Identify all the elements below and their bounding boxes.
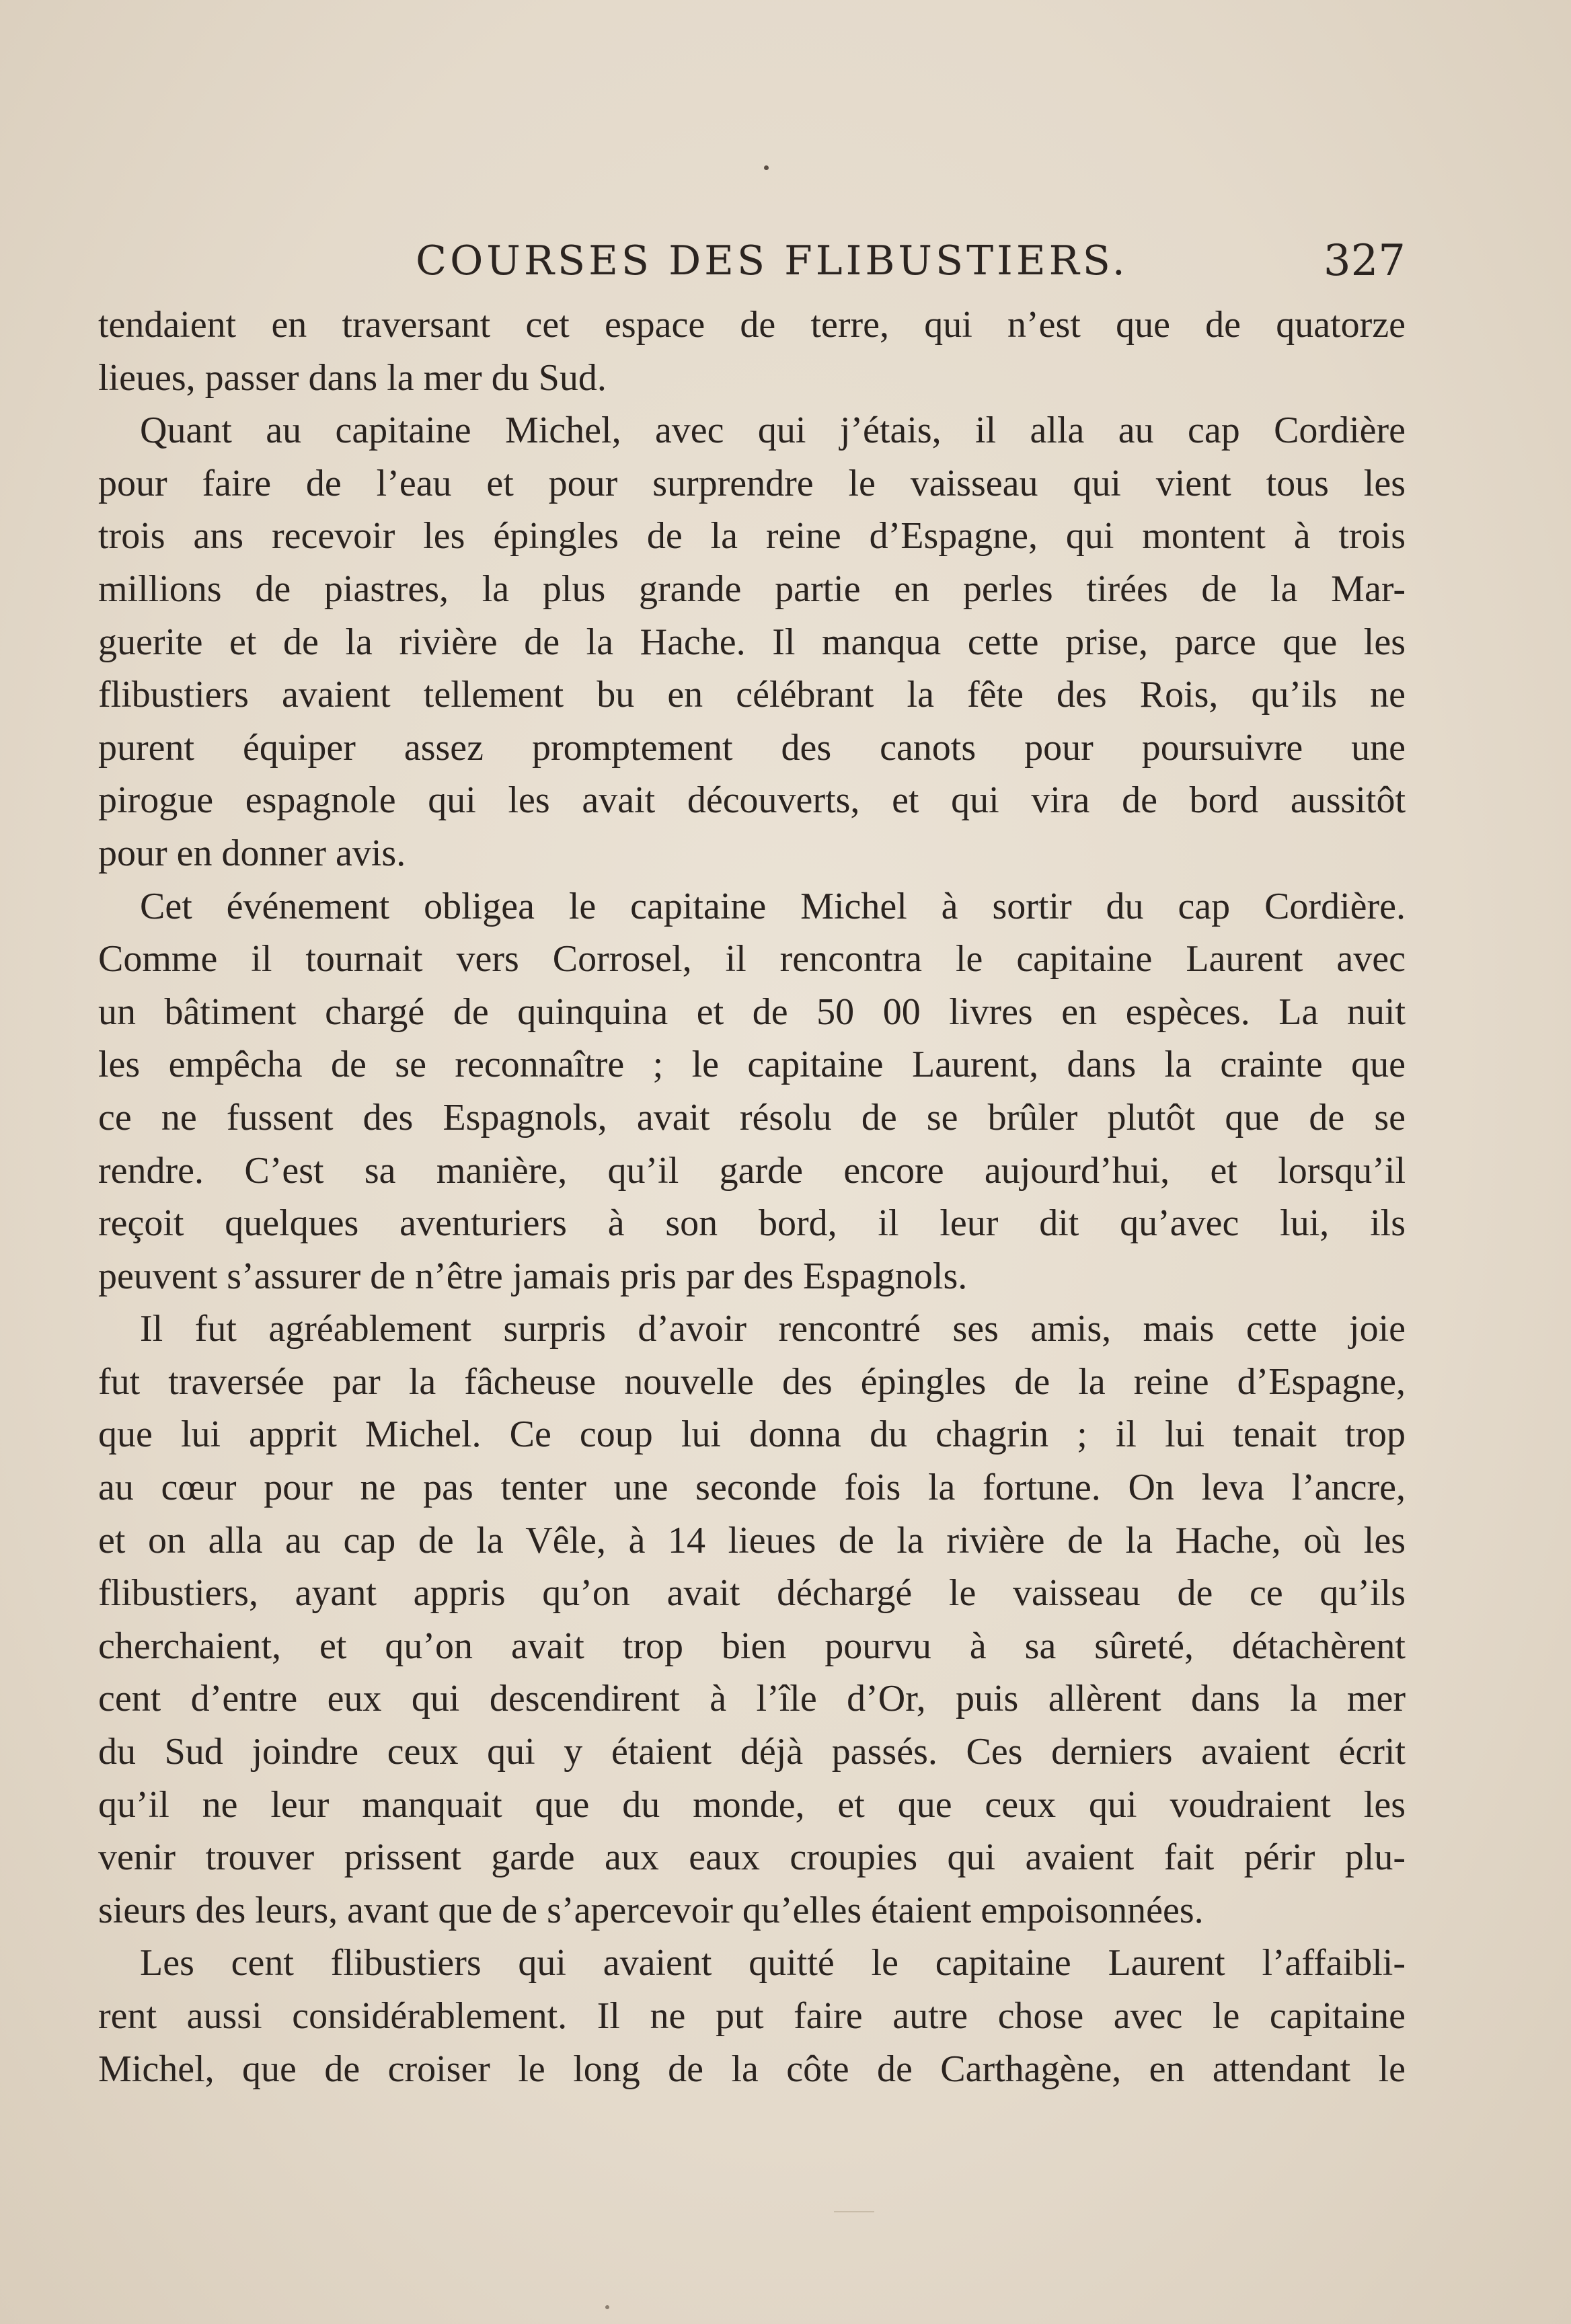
text-line: guerite et de la rivière de la Hache. Il manqua cette prise, parce que les	[98, 621, 1406, 663]
text-line: Comme il tournait vers Corrosel, il rencontra le capitaine Laurent avec	[98, 938, 1406, 980]
text-line: Michel, que de croiser le long de la côte de Carthagène, en attendant le	[98, 2048, 1406, 2090]
text-line: pour en donner avis.	[98, 832, 406, 874]
text-line: flibustiers avaient tellement bu en célébrant la fête des Rois, qu’ils ne	[98, 674, 1406, 716]
ink-speck	[764, 165, 769, 170]
text-line: du Sud joindre ceux qui y étaient déjà passés. Ces derniers avaient écrit	[98, 1731, 1406, 1773]
text-line: un bâtiment chargé de quinquina et de 50 00 livres en espèces. La nuit	[98, 991, 1406, 1033]
text-line: tendaient en traversant cet espace de terre, qui n’est que de quatorze	[98, 304, 1406, 346]
text-line: que lui apprit Michel. Ce coup lui donna du chagrin ; il lui tenait trop	[98, 1413, 1406, 1456]
running-title: COURSES DES FLIBUSTIERS.	[416, 237, 1128, 284]
text-line: trois ans recevoir les épingles de la reine d’Espagne, qui montent à trois	[98, 515, 1406, 557]
text-line: au cœur pour ne pas tenter une seconde fois la fortune. On leva l’ancre,	[98, 1467, 1406, 1509]
text-line: purent équiper assez promptement des canots pour poursuivre une	[98, 726, 1406, 769]
text-line: pirogue espagnole qui les avait découverts, et qui vira de bord aussitôt	[98, 779, 1406, 822]
text-line: Il fut agréablement surpris d’avoir rencontré ses amis, mais cette joie	[140, 1308, 1406, 1350]
text-line: ce ne fussent des Espagnols, avait résolu de se brûler plutôt que de se	[98, 1096, 1406, 1138]
text-line: fut traversée par la fâcheuse nouvelle des épingles de la reine d’Espagne,	[98, 1360, 1406, 1403]
text-line: pour faire de l’eau et pour surprendre le vaisseau qui vient tous les	[98, 462, 1406, 504]
body-text	[98, 299, 1406, 2095]
faint-mark	[834, 2211, 874, 2212]
text-line: les empêcha de se reconnaître ; le capitaine Laurent, dans la crainte que	[98, 1044, 1406, 1086]
text-line: cherchaient, et qu’on avait trop bien pourvu à sa sûreté, détachèrent	[98, 1625, 1406, 1667]
page-number: 327	[1323, 236, 1406, 286]
text-line: millions de piastres, la plus grande partie en perles tirées de la Mar-	[98, 568, 1406, 610]
text-line: lieues, passer dans la mer du Sud.	[98, 356, 607, 399]
text-line: flibustiers, ayant appris qu’on avait déchargé le vaisseau de ce qu’ils	[98, 1572, 1406, 1615]
text-line: qu’il ne leur manquait que du monde, et que ceux qui voudraient les	[98, 1783, 1406, 1826]
text-line: Cet événement obligea le capitaine Michel à sortir du cap Cordière.	[140, 885, 1406, 927]
text-line: sieurs des leurs, avant que de s’apercevoir qu’elles étaient empoisonnées.	[98, 1889, 1204, 1931]
text-line: peuvent s’assurer de n’être jamais pris par des Espagnols.	[98, 1255, 968, 1297]
text-line: reçoit quelques aventuriers à son bord, il leur dit qu’avec lui, ils	[98, 1202, 1406, 1245]
text-line: venir trouver prissent garde aux eaux croupies qui avaient fait périr plu-	[98, 1836, 1406, 1879]
text-line: rendre. C’est sa manière, qu’il garde encore aujourd’hui, et lorsqu’il	[98, 1149, 1406, 1192]
text-line: cent d’entre eux qui descendirent à l’île d’Or, puis allèrent dans la mer	[98, 1678, 1406, 1720]
text-line: Les cent flibustiers qui avaient quitté le capitaine Laurent l’affaibli-	[140, 1942, 1406, 1984]
text-line: rent aussi considérablement. Il ne put faire autre chose avec le capitaine	[98, 1995, 1406, 2037]
ink-speck	[605, 2305, 609, 2309]
text-line: Quant au capitaine Michel, avec qui j’étais, il alla au cap Cordière	[140, 410, 1406, 452]
page-header	[98, 234, 1406, 288]
text-line: et on alla au cap de la Vêle, à 14 lieues de la rivière de la Hache, où les	[98, 1519, 1406, 1561]
